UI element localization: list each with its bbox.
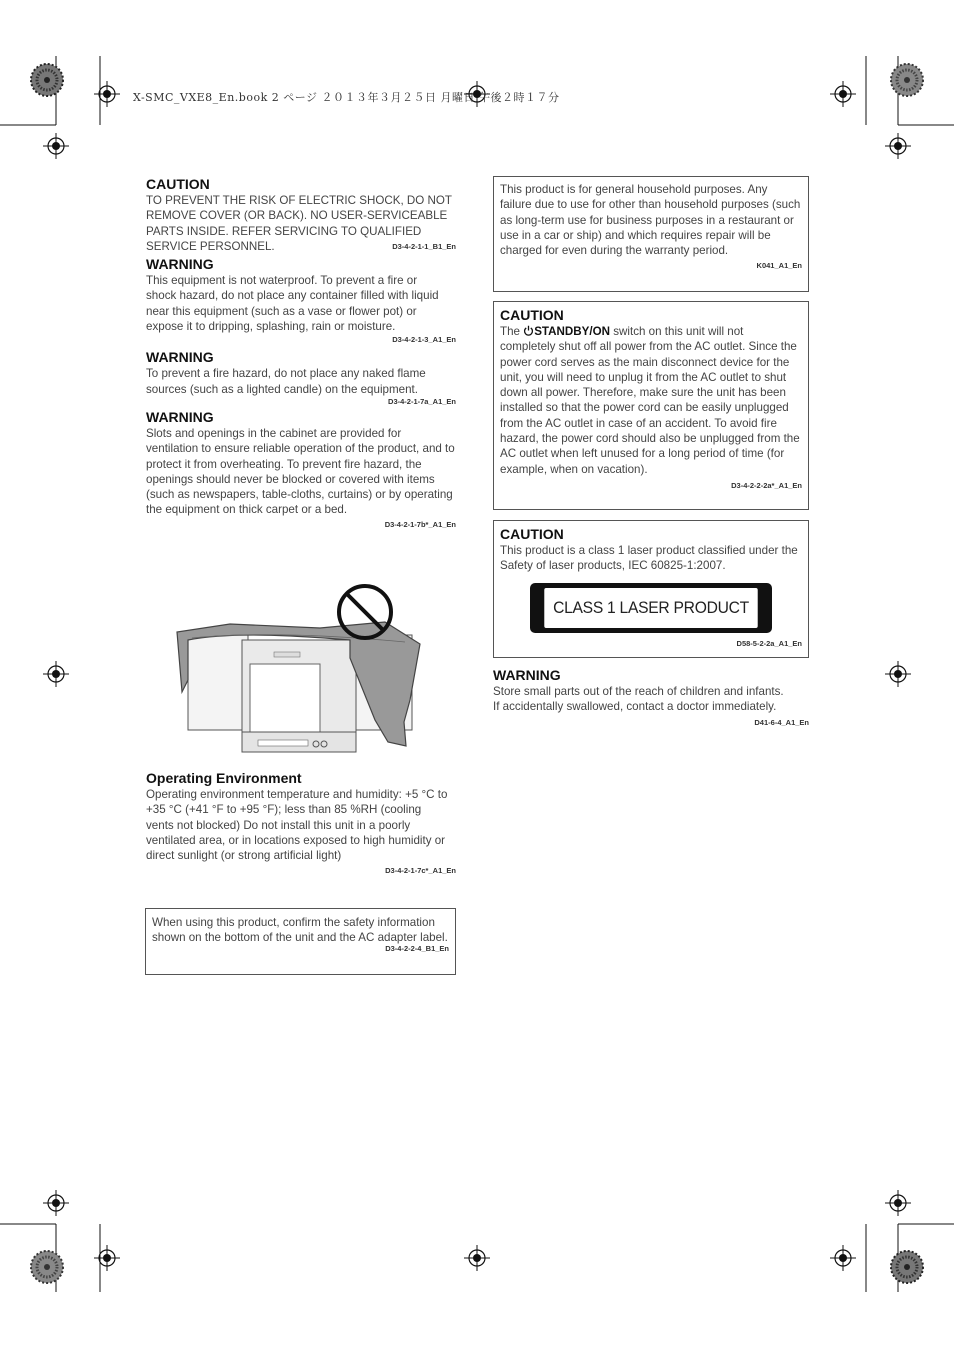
reference-code: D3-4-2-1-1_B1_En [392, 242, 456, 252]
print-rosette-icon [30, 1250, 64, 1284]
section-heading: CAUTION [146, 176, 210, 192]
standby-switch-label: STANDBY/ON [534, 325, 610, 338]
reference-code: D3-4-2-2-4_B1_En [385, 943, 449, 953]
reference-code: D3-4-2-1-7b*_A1_En [384, 519, 456, 529]
reference-code: K041_A1_En [756, 261, 802, 271]
reference-code: D58-5-2-2a_A1_En [736, 639, 802, 648]
registration-mark-icon [43, 661, 69, 687]
operating-environment-section [146, 770, 456, 876]
section-heading: WARNING [146, 349, 214, 366]
safety-info-text: When using this product, confirm the safety information shown on the bottom of the unit and the AC adapter label. [152, 916, 448, 945]
warning-ventilation-section [146, 409, 456, 530]
standby-caution-box [493, 301, 809, 510]
caution-section [146, 176, 456, 252]
small-parts-warning-section [493, 667, 809, 728]
book-header: X-SMC_VXE8_En.book 2 ページ ２０１３年３月２５日 月曜日 午後２時１７分 [133, 91, 560, 104]
registration-mark-icon [830, 81, 856, 107]
registration-mark-icon [43, 133, 69, 159]
section-heading: WARNING [146, 408, 214, 425]
registration-mark-icon [885, 133, 911, 159]
registration-mark-icon [94, 81, 120, 107]
warning-waterproof-section [146, 256, 456, 345]
small-parts-text: Store small parts out of the reach of children and infants. If accidentally swallowed, contact a doctor immediately. [493, 685, 784, 714]
household-notice-box [493, 176, 809, 292]
section-heading: CAUTION [500, 307, 564, 323]
safety-info-box [145, 908, 456, 975]
section-heading: CAUTION [500, 526, 564, 542]
registration-mark-icon [43, 1190, 69, 1216]
section-heading: WARNING [146, 256, 214, 273]
registration-mark-icon [830, 1245, 856, 1271]
reference-code: D3-4-2-1-3_A1_En [392, 335, 456, 345]
standby-text: The STANDBY/ON switch on this unit will not completely shut off all power from the AC outlet. Since the power cord serves as the main disconnect device for the unit, you will need to unplug it from the AC outlet to shut down all power. Therefore, make sure the unit has been installed so that the power cord can be easily unplugged from the AC outlet in case of an accident. To avoid fire hazard, the power cord should also be unplugged from the AC outlet when left unused for a long period of time (for example, when on vacation). [500, 325, 800, 476]
section-heading: Operating Environment [146, 770, 302, 786]
registration-mark-icon [885, 661, 911, 687]
caution-text: TO PREVENT THE RISK OF ELECTRIC SHOCK, DO NOT REMOVE COVER (OR BACK). NO USER-SERVICEABLE PARTS INSIDE. REFER SERVICING TO QUALIFIED SERVICE PERSONNEL. [146, 194, 452, 253]
reference-code: D41-6-4_A1_En [754, 717, 809, 727]
warning-text: This equipment is not waterproof. To prevent a fire or shock hazard, do not place any container filled with liquid near this equipment (such as a vase or flower pot) or expose it to dripping, splashing, rain or moisture. [146, 274, 439, 334]
operating-text: Operating environment temperature and humidity: +5 °C to +35 °C (+41 °F to +95 °F); less than 85 %RH (cooling vents not blocked) Do not install this unit in a poorly ventilated area, or in locations exposed to high humidity or direct sunlight (or strong artificial light) [146, 788, 448, 863]
laser-label-text: CLASS 1 LASER PRODUCT [544, 588, 757, 628]
reference-code: D3-4-2-1-7a_A1_En [388, 396, 456, 406]
reference-code: D3-4-2-2-2a*_A1_En [731, 480, 802, 490]
registration-mark-icon [94, 1245, 120, 1271]
reference-code: D3-4-2-1-7c*_A1_En [385, 866, 456, 876]
covered-unit-illustration [170, 580, 430, 760]
household-text: This product is for general household purposes. Any failure due to use for other than household purposes (such as long-term use for business purposes in a restaurant or use in a car or ship) and which requires repair will be charged for even during the warranty period. [500, 183, 801, 258]
section-heading: WARNING [493, 667, 561, 683]
left-column [146, 176, 456, 530]
power-icon [523, 325, 534, 336]
print-rosette-icon [890, 63, 924, 97]
laser-text: This product is a class 1 laser product classified under the Safety of laser products, IEC 60825-1:2007. [500, 544, 798, 573]
print-rosette-icon [30, 63, 64, 97]
warning-text: Slots and openings in the cabinet are provided for ventilation to ensure reliable operation of the product, and to protect it from overheating. To prevent fire hazard, the openings should never be blocked or covered with items (such as newspapers, table-cloths, curtains) or by operating the equipment on thick carpet or a bed. [146, 426, 455, 517]
warning-flame-section [146, 349, 456, 407]
class1-laser-label [530, 583, 772, 633]
registration-mark-icon [885, 1190, 911, 1216]
registration-mark-icon [464, 1245, 490, 1271]
print-rosette-icon [890, 1250, 924, 1284]
warning-text: To prevent a fire hazard, do not place any naked flame sources (such as a lighted candle) on the equipment. [146, 367, 426, 396]
